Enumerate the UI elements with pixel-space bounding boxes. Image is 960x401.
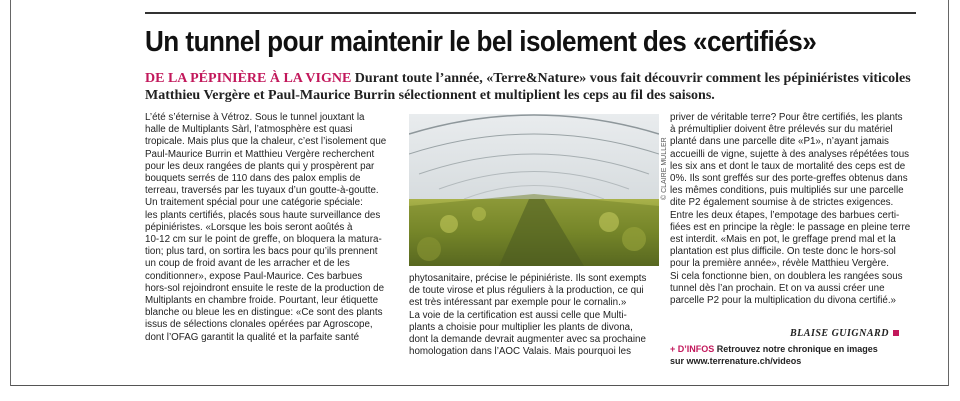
- body-line: à prémultiplier doivent être prélevés sur du matériel: [670, 124, 893, 136]
- body-line: homologation dans l’AOC Valais. Mais pourquoi les: [409, 346, 631, 358]
- body-line: plantation est plus difficile. On teste donc le hors-sol: [670, 246, 896, 258]
- body-line: Entre les deux étapes, l’empotage des barbues certi-: [670, 209, 900, 221]
- body-column-1: [145, 112, 395, 344]
- body-line: planté dans une parcelle dite «P1», n’ayant jamais: [670, 136, 889, 148]
- photo-credit: © CLAIRE MULLER: [661, 137, 668, 200]
- body-line: L’été s’éternise à Vétroz. Sous le tunnel jouxtant la: [145, 112, 365, 123]
- body-line: Un traitement spécial pour une catégorie spéciale:: [145, 197, 363, 209]
- infos-marker: + D’INFOS: [670, 344, 715, 354]
- body-line: dite P2 également soumise à de strictes exigences.: [670, 197, 894, 209]
- body-line: dont la demande devrait augmenter avec sa prochaine: [409, 334, 646, 346]
- body-line: tropicale. Mais plus que la chaleur, c’est l’isolement que: [145, 136, 387, 148]
- body-line: pépiniéristes. «Lorsque les bois seront aoûtés à: [145, 221, 353, 233]
- body-line: blanche ou bleue les en distingue: «Ce sont des plants: [145, 307, 383, 319]
- body-line: dont l’OFAG garantit la qualité et la parfaite santé: [145, 331, 360, 343]
- author-signature: [790, 328, 899, 339]
- body-line: halle de Multiplants Sàrl, l’atmosphère est quasi: [145, 124, 353, 136]
- body-line: les plants certifiés, placés sous haute surveillance des: [145, 209, 381, 221]
- body-line: est interdit. «Mais en pot, le greffage prend mal et la: [670, 234, 896, 246]
- body-line: 10-12 cm sur le point de greffe, on bloquera la matura-: [145, 234, 382, 246]
- body-line: phytosanitaire, précise le pépiniériste. Ils sont exempts: [409, 273, 647, 284]
- body-line: Paul-Maurice Burrin et Matthieu Vergère recherchent: [145, 148, 375, 160]
- top-rule: [145, 12, 916, 14]
- article-headline: Un tunnel pour maintenir le bel isolement des «certifiés»: [145, 26, 817, 58]
- body-column-2: [409, 273, 661, 358]
- article-deck: [145, 70, 925, 104]
- body-line: issus de sélections clonales opérées par Agroscope,: [145, 319, 373, 331]
- kicker: DE LA PÉPINIÈRE À LA VIGNE: [145, 71, 352, 86]
- greenhouse-image: [409, 114, 659, 266]
- body-line: 0%. Ils sont greffés sur des porte-greffes obtenus dans: [670, 173, 908, 185]
- infos-url[interactable]: sur www.terrenature.ch/videos: [670, 356, 802, 366]
- body-line: priver de véritable terre? Pour être certifiés, les plants: [670, 112, 903, 123]
- body-line: La voie de la certification est aussi celle que Multi-: [409, 309, 627, 321]
- infos-box: [670, 343, 920, 367]
- body-line: un coup de froid avant de les arracher et de les: [145, 258, 350, 270]
- greenhouse-photo: [409, 114, 659, 266]
- body-line: pour la première année», révèle Matthieu Vergère.: [670, 258, 889, 270]
- body-line: hors-sol rejoindront ensuite le reste de la production de: [145, 282, 385, 294]
- body-line: tunnel dès l’an prochain. Et on va aussi créer une: [670, 282, 885, 294]
- author-name: BLAISE GUIGNARD: [790, 328, 889, 339]
- body-line: parcelle P2 pour la multiplication du divona certifié.»: [670, 295, 896, 307]
- body-line: tion; plus tard, on sortira les bacs pour qu’ils prennent: [145, 246, 378, 258]
- body-column-3: [670, 112, 918, 307]
- body-line: Multiplants en chambre froide. Pourtant, leur étiquette: [145, 295, 379, 307]
- body-line: bouquets serrés de 110 dans des palox emplis de: [145, 173, 361, 185]
- body-line: plants a choisie pour multiplier les plants de divona,: [409, 321, 633, 333]
- body-line: Si cela fonctionne bien, on doublera les rangées sous: [670, 270, 903, 282]
- body-line: accueilli de vigne, sujette à des analyses répétées tous: [670, 148, 910, 160]
- body-line: terreau, traversés par les tuyaux d’un goutte-à-goutte.: [145, 185, 379, 197]
- body-line: conditionner», expose Paul-Maurice. Ces barbues: [145, 270, 363, 282]
- deck-text: Durant toute l’année, «Terre&Nature» vous fait découvrir comment les pépiniéristes viticoles Matthieu Vergère et Paul-Maurice Burrin sélectionnent et multiplient les ceps au fil des saisons.: [145, 71, 911, 103]
- end-square-icon: [893, 330, 899, 336]
- body-line: fiées est en principe la règle: le passage en pleine terre: [670, 221, 911, 233]
- body-line: de toute virose et plus réguliers à la production, ce qui: [409, 285, 644, 297]
- body-line: les six ans et dont le taux de mortalité des ceps est de: [670, 160, 906, 172]
- body-line: pour les deux rangées de plants qui y prospèrent par: [145, 160, 375, 172]
- infos-text: Retrouvez notre chronique en images: [716, 344, 878, 354]
- body-line: est très intéressant par exemple pour le cornalin.»: [409, 297, 627, 309]
- body-line: les mêmes conditions, puis multipliés sur une parcelle: [670, 185, 904, 197]
